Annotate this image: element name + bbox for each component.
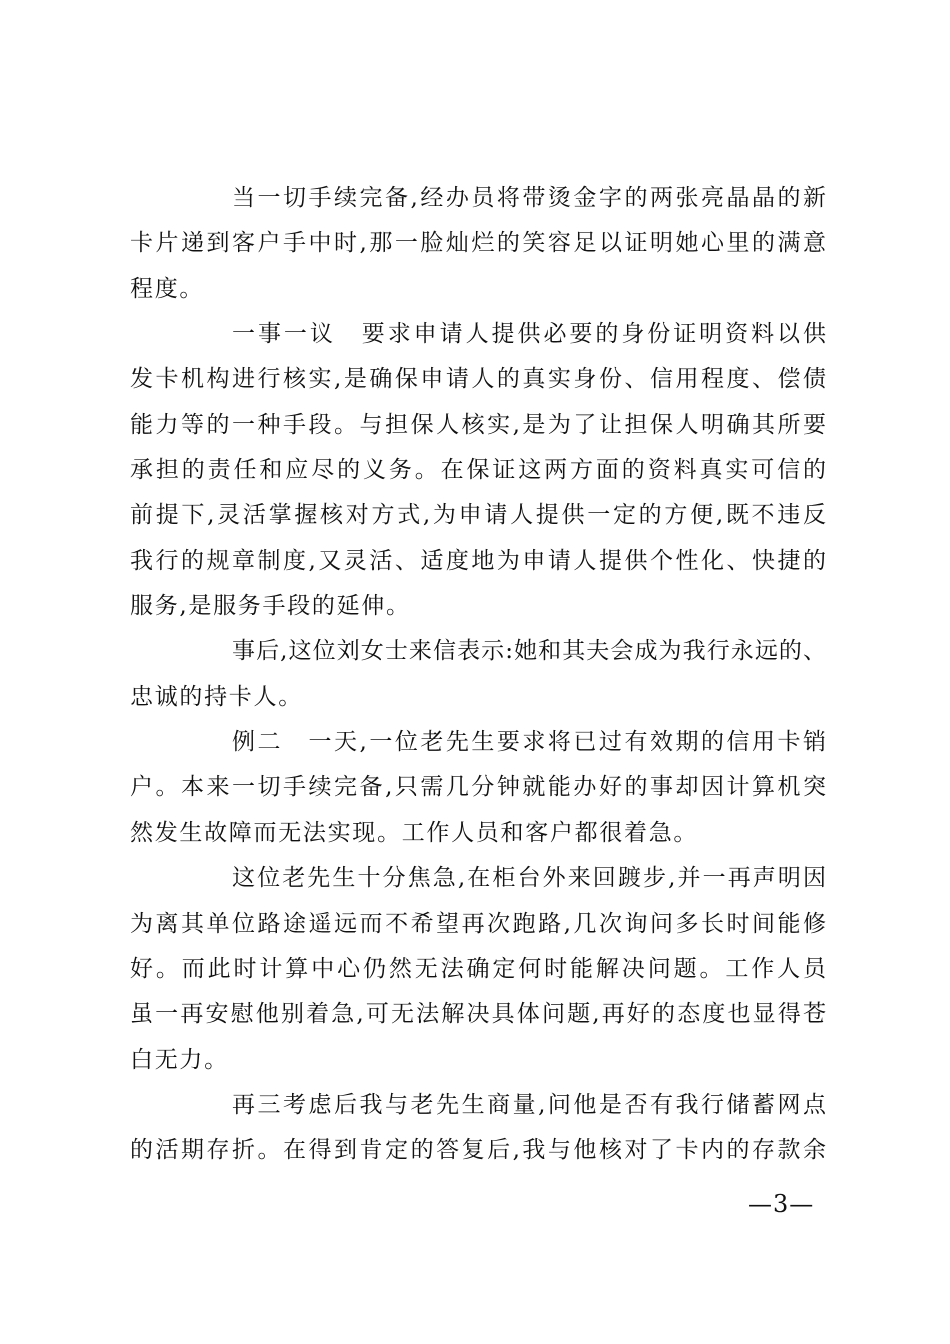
text-line: 前提下,灵活掌握核对方式,为申请人提供一定的方便,既不违反 [130, 502, 826, 529]
text-line: 卡片递到客户手中时,那一脸灿烂的笑容足以证明她心里的满意 [130, 230, 826, 257]
text-line: 为离其单位路途遥远而不希望再次跑路,几次询问多长时间能修 [130, 910, 826, 937]
text-line: 忠诚的持卡人。 [130, 683, 303, 710]
paragraph [130, 856, 826, 1083]
document-body [130, 176, 826, 1174]
text-line: 服务,是服务手段的延伸。 [130, 593, 411, 620]
page-number: —3— [748, 1190, 815, 1218]
text-line: 白无力。 [130, 1046, 229, 1073]
text-line: 的活期存折。在得到肯定的答复后,我与他核对了卡内的存款余 [130, 1137, 826, 1164]
paragraph [130, 176, 826, 312]
text-line: 户。本来一切手续完备,只需几分钟就能办好的事却因计算机突 [130, 774, 826, 801]
text-line: 好。而此时计算中心仍然无法确定何时能解决问题。工作人员 [130, 955, 826, 982]
text-line: 虽一再安慰他别着急,可无法解决具体问题,再好的态度也显得苍 [130, 1001, 826, 1028]
paragraph [130, 629, 826, 720]
text-line: 我行的规章制度,又灵活、适度地为申请人提供个性化、快捷的 [130, 547, 826, 574]
text-line: 事后,这位刘女士来信表示:她和其夫会成为我行永远的、 [232, 638, 826, 665]
text-line: 发卡机构进行核实,是确保申请人的真实身份、信用程度、偿债 [130, 366, 826, 393]
text-line: 例二 一天,一位老先生要求将已过有效期的信用卡销 [232, 729, 826, 756]
text-line: 程度。 [130, 275, 205, 302]
text-line: 承担的责任和应尽的义务。在保证这两方面的资料真实可信的 [130, 457, 826, 484]
text-line: 然发生故障而无法实现。工作人员和客户都很着急。 [130, 819, 699, 846]
text-line: 一事一议 要求申请人提供必要的身份证明资料以供 [232, 321, 826, 348]
paragraph [130, 312, 826, 629]
paragraph [130, 1083, 826, 1174]
text-line: 当一切手续完备,经办员将带烫金字的两张亮晶晶的新 [232, 185, 826, 211]
text-line: 这位老先生十分焦急,在柜台外来回踱步,并一再声明因 [232, 865, 826, 892]
text-line: 能力等的一种手段。与担保人核实,是为了让担保人明确其所要 [130, 411, 826, 438]
text-line: 再三考虑后我与老先生商量,问他是否有我行储蓄网点 [232, 1091, 826, 1118]
paragraph [130, 720, 826, 856]
